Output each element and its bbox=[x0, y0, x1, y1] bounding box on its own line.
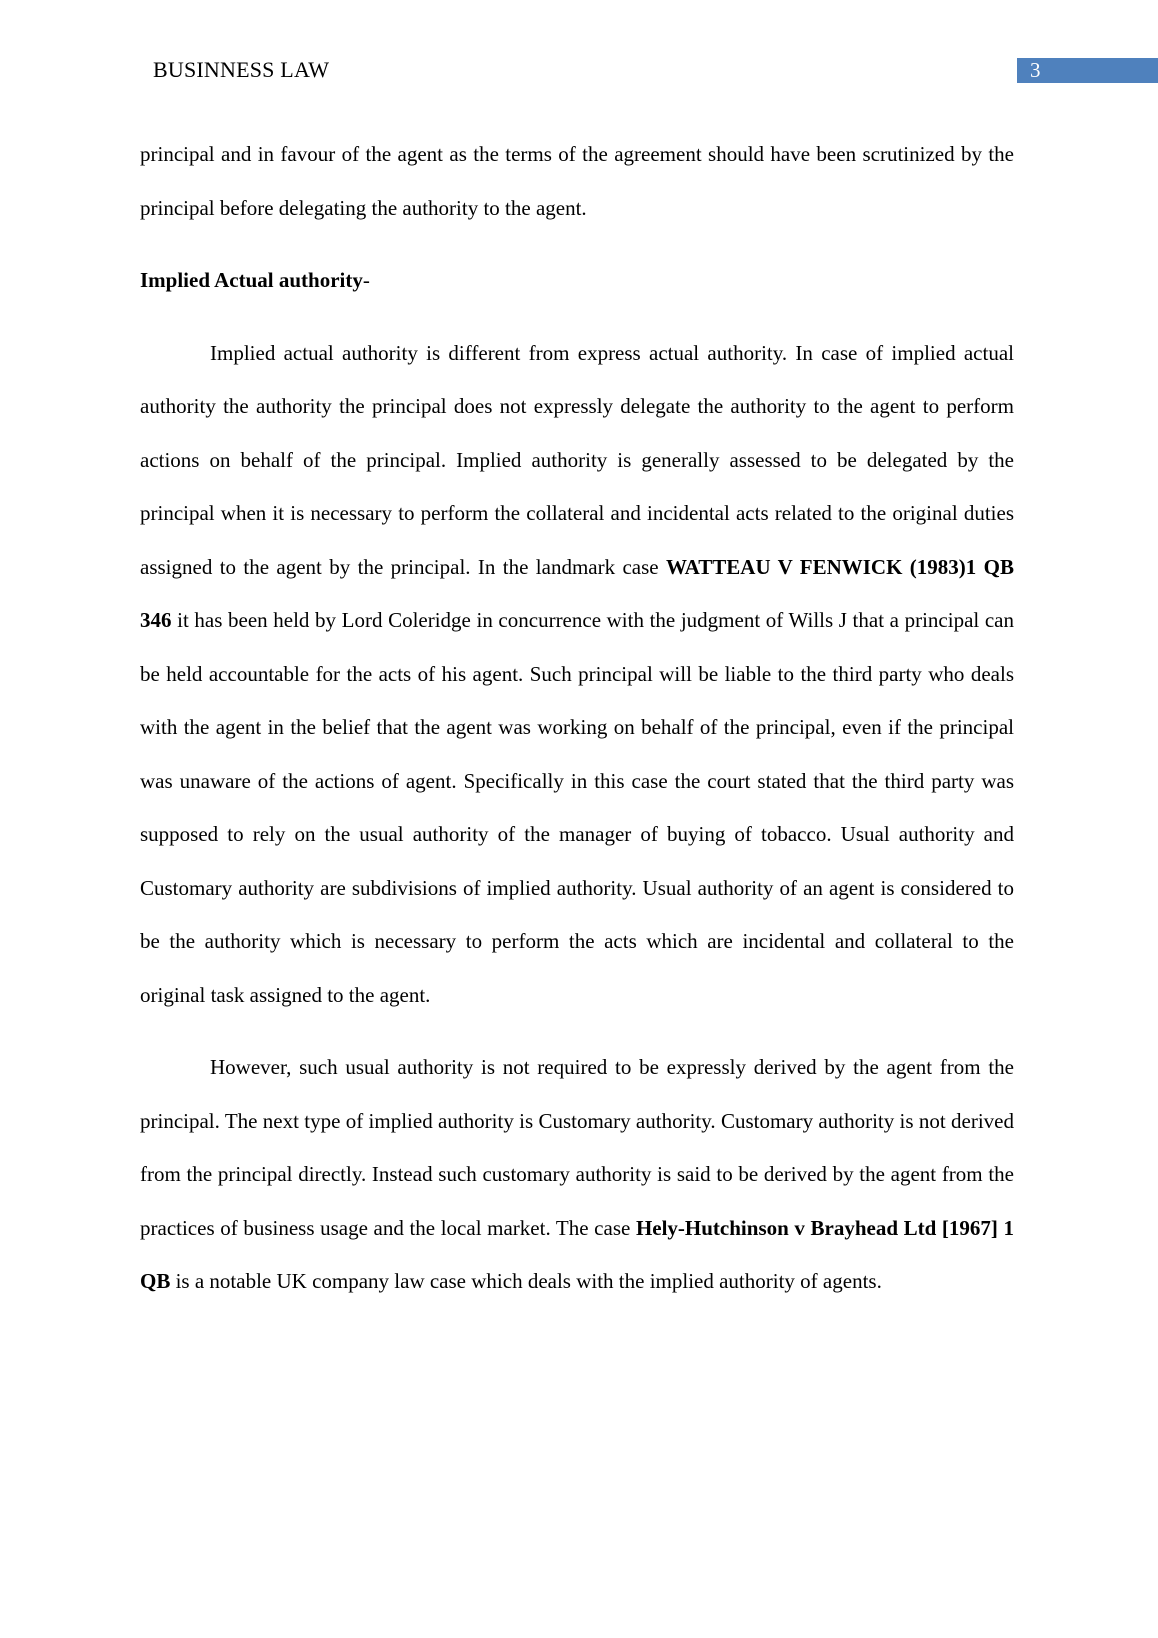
document-body bbox=[140, 128, 1014, 1309]
page-number: 3 bbox=[1017, 58, 1158, 83]
case-citation-hely-hutchinson: Hely-Hutchinson v Brayhead Ltd [1967] 1 QB bbox=[140, 1215, 1015, 1293]
paragraph-customary-authority bbox=[140, 1041, 1014, 1309]
paragraph-text: However, such usual authority is not required to be expressly derived by the agent from the principal. The next type of implied authority is Customary authority. Customary authority is not derived from the principal directly. Instead such customary authority is said to be derived by the agent from the practices of business usage and the local market. The case bbox=[140, 1055, 1014, 1240]
paragraph-text: is a notable UK company law case which deals with the implied authority of agents. bbox=[170, 1269, 882, 1293]
paragraph-text: it has been held by Lord Coleridge in concurrence with the judgment of Wills J that a principal can be held accountable for the acts of his agent. Such principal will be liable to the third party who deals with the agent in the belief that the agent was working on behalf of the principal, even if the principal was unaware of the actions of agent. Specifically in this case the court stated that the third party was supposed to rely on the usual authority of the manager of buying of tobacco. Usual authority and Customary authority are subdivisions of implied authority. Usual authority of an agent is considered to be the authority which is necessary to perform the acts which are incidental and collateral to the original task assigned to the agent. bbox=[140, 608, 1014, 1007]
section-heading-text: Implied Actual authority bbox=[140, 268, 363, 292]
section-heading bbox=[140, 254, 1014, 308]
paragraph-continuation: principal and in favour of the agent as the terms of the agreement should have been scrutinized by the principal before delegating the authority to the agent. bbox=[140, 142, 1014, 220]
header-title: BUSINNESS LAW bbox=[153, 57, 330, 82]
case-citation-watteau: WATTEAU V FENWICK (1983)1 QB 346 bbox=[140, 554, 1014, 632]
paragraph-text: Implied actual authority is different from express actual authority. In case of implied actual authority the authority the principal does not expressly delegate the authority to the agent to perform actions on behalf of the principal. Implied authority is generally assessed to be delegated by the principal when it is necessary to perform the collateral and incidental acts related to the original duties assigned to the agent by the principal. In the landmark case bbox=[140, 340, 1014, 579]
section-heading-suffix: - bbox=[362, 268, 370, 292]
paragraph-implied-authority bbox=[140, 327, 1014, 1023]
